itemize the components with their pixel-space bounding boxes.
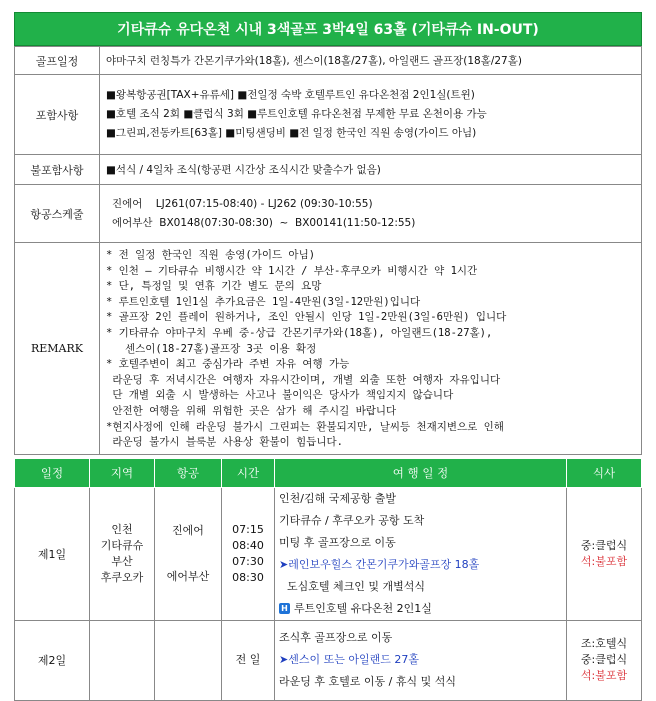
remark-line: 단 개별 외출 시 발생하는 사고나 불이익은 당사가 책임지지 않습니다	[106, 389, 454, 402]
day1-plan	[275, 487, 567, 620]
remark-line: * 전 일정 한국인 직원 송영(가이드 아님)	[106, 249, 316, 261]
day2-row	[15, 620, 642, 700]
hotel-name: 루트인호텔 유다온천 2인1실	[294, 601, 432, 615]
golf-row	[15, 47, 642, 75]
plan-item: 조식후 골프장으로 이동	[279, 631, 393, 645]
meal-excluded: 석:불포함	[580, 669, 628, 683]
include-item: ■호텔 조식 2회 ■클럽식 3회 ■루트인호텔 유다온천점 무제한 무료 온천이용 가능	[106, 108, 487, 120]
remark-line: *현지사정에 인해 라운딩 불가시 그린피는 환불되지만, 날씨등 천재지변으로 인해	[106, 420, 504, 433]
exclude-text: ■석식 / 4일차 조식(항공편 시간상 조식시간 맞출수가 없음)	[100, 155, 642, 185]
remark-line: * 인천 – 기타큐슈 비행시간 약 1시간 / 부산-후쿠오카 비행시간 약 1시간	[106, 264, 478, 277]
flight-list	[100, 185, 642, 243]
flight-line: 진에어 LJ261(07:15-08:40) - LJ262 (09:30-10:55)	[112, 197, 373, 210]
day1-row	[15, 487, 642, 620]
remark-line: * 골프장 2인 플레이 원하거나, 조인 안될시 인당 1일-2만원(3일-6만원) 입니다	[106, 311, 507, 324]
remark-row	[15, 243, 642, 455]
region: 기타큐슈	[100, 538, 144, 552]
airline: 에어부산	[166, 570, 210, 584]
hotel-icon: H	[279, 603, 290, 614]
include-item: ■그린피,전동카트[63홀] ■미팅샌딩비 ■전 일정 한국인 직원 송영(가이드 아님)	[106, 127, 477, 139]
region: 인천	[111, 522, 133, 536]
exclude-row	[15, 155, 642, 185]
remark-line: * 호텔주변이 최고 중심가라 주변 자유 여행 가능	[106, 358, 350, 371]
day1-label: 제1일	[15, 487, 90, 620]
day1-regions	[90, 487, 155, 620]
plan-item-highlight	[279, 649, 562, 671]
airline-spacer	[156, 542, 220, 565]
day1-times	[222, 487, 275, 620]
remark-line: 라운딩 불가시 블룩분 사용상 환불이 힘듭니다.	[106, 436, 343, 449]
info-table	[14, 46, 642, 455]
page-title: 기타큐슈 유다온천 시내 3색골프 3박4일 63홀 (기타큐슈 IN-OUT)	[14, 12, 642, 46]
meal: 중:클럽식	[580, 653, 628, 667]
remark-line: * 기타큐슈 야마구치 우베 중-상급 간몬기쿠가와(18홀), 아일랜드(18-27홀),	[106, 326, 493, 339]
time: 08:30	[232, 570, 264, 584]
golf-courses: 야마구치 런칭특가 간몬기쿠가와(18홀), 센스이(18홀/27홀), 아일랜드 골프장(18홀/27홀)	[100, 47, 642, 75]
schedule-table	[14, 458, 642, 701]
day1-meals	[567, 487, 642, 620]
day2-label: 제2일	[15, 620, 90, 700]
day2-airlines	[155, 620, 222, 700]
arrow-right-icon: ➤	[279, 653, 289, 667]
schedule-header	[15, 458, 642, 487]
day2-plan	[275, 620, 567, 700]
include-item: ■왕복항공권[TAX+유류세] ■전일정 숙박 호텔루트인 유다온천점 2인1실(트윈)	[106, 89, 475, 101]
day2-time: 전 일	[222, 620, 275, 700]
day1-airlines	[155, 487, 222, 620]
include-label: 포함사항	[15, 75, 100, 155]
plan-item-highlight	[279, 554, 562, 576]
flight-label: 항공스케줄	[15, 185, 100, 243]
region: 부산	[111, 554, 133, 568]
header-day: 일정	[15, 458, 90, 487]
header-time: 시간	[222, 458, 275, 487]
golf-course-name: 레인보우힐스 간몬기쿠가와골프장 18홀	[288, 557, 480, 571]
time: 07:15	[232, 522, 264, 536]
airline: 진에어	[172, 524, 204, 538]
time: 08:40	[232, 538, 264, 552]
header-airline: 항공	[155, 458, 222, 487]
plan-item: 라운딩 후 호텔로 이동 / 휴식 및 석식	[279, 675, 456, 689]
meal-excluded: 석:불포함	[580, 554, 628, 568]
remark-line: * 루트인호텔 1인1실 추가요금은 1일-4만원(3일-12만원)입니다	[106, 295, 421, 308]
time: 07:30	[232, 554, 264, 568]
exclude-label: 불포함사항	[15, 155, 100, 185]
flight-line: 에어부산 BX0148(07:30-08:30) ~ BX00141(11:50-12:55)	[112, 216, 416, 229]
remark-label: REMARK	[15, 243, 100, 455]
include-row	[15, 75, 642, 155]
golf-course-name: 센스이 또는 아일랜드 27홀	[288, 653, 419, 667]
flight-row	[15, 185, 642, 243]
header-meal: 식사	[567, 458, 642, 487]
day2-regions	[90, 620, 155, 700]
include-list	[100, 75, 642, 155]
plan-item: 인천/김해 국제공항 출발	[279, 491, 396, 505]
meal: 조:호텔식	[580, 637, 628, 651]
remark-line: 센스이(18-27홀)골프장 3곳 이용 확정	[106, 342, 317, 355]
meal: 중:클럽식	[580, 538, 628, 552]
region: 후쿠오카	[100, 570, 144, 584]
day2-meals	[567, 620, 642, 700]
remark-line: 안전한 여행을 위해 위험한 곳은 삼가 해 주시길 바랍니다	[106, 404, 397, 417]
remark-line: 라운딩 후 저녁시간은 여행자 자유시간이며, 개별 외출 또한 여행자 자유입니다	[106, 373, 501, 386]
golf-label: 골프일정	[15, 47, 100, 75]
plan-item-hotel	[279, 598, 562, 620]
tour-document	[14, 12, 642, 701]
plan-item: 기타큐슈 / 후쿠오카 공항 도착	[279, 513, 425, 527]
header-region: 지역	[90, 458, 155, 487]
header-plan: 여 행 일 정	[275, 458, 567, 487]
plan-item: 도심호텔 체크인 및 개별석식	[287, 579, 426, 593]
arrow-right-icon: ➤	[279, 557, 289, 571]
remark-line: * 단, 특정일 및 연휴 기간 별도 문의 요망	[106, 280, 322, 293]
remark-list	[100, 243, 642, 455]
plan-item: 미팅 후 골프장으로 이동	[279, 535, 396, 549]
